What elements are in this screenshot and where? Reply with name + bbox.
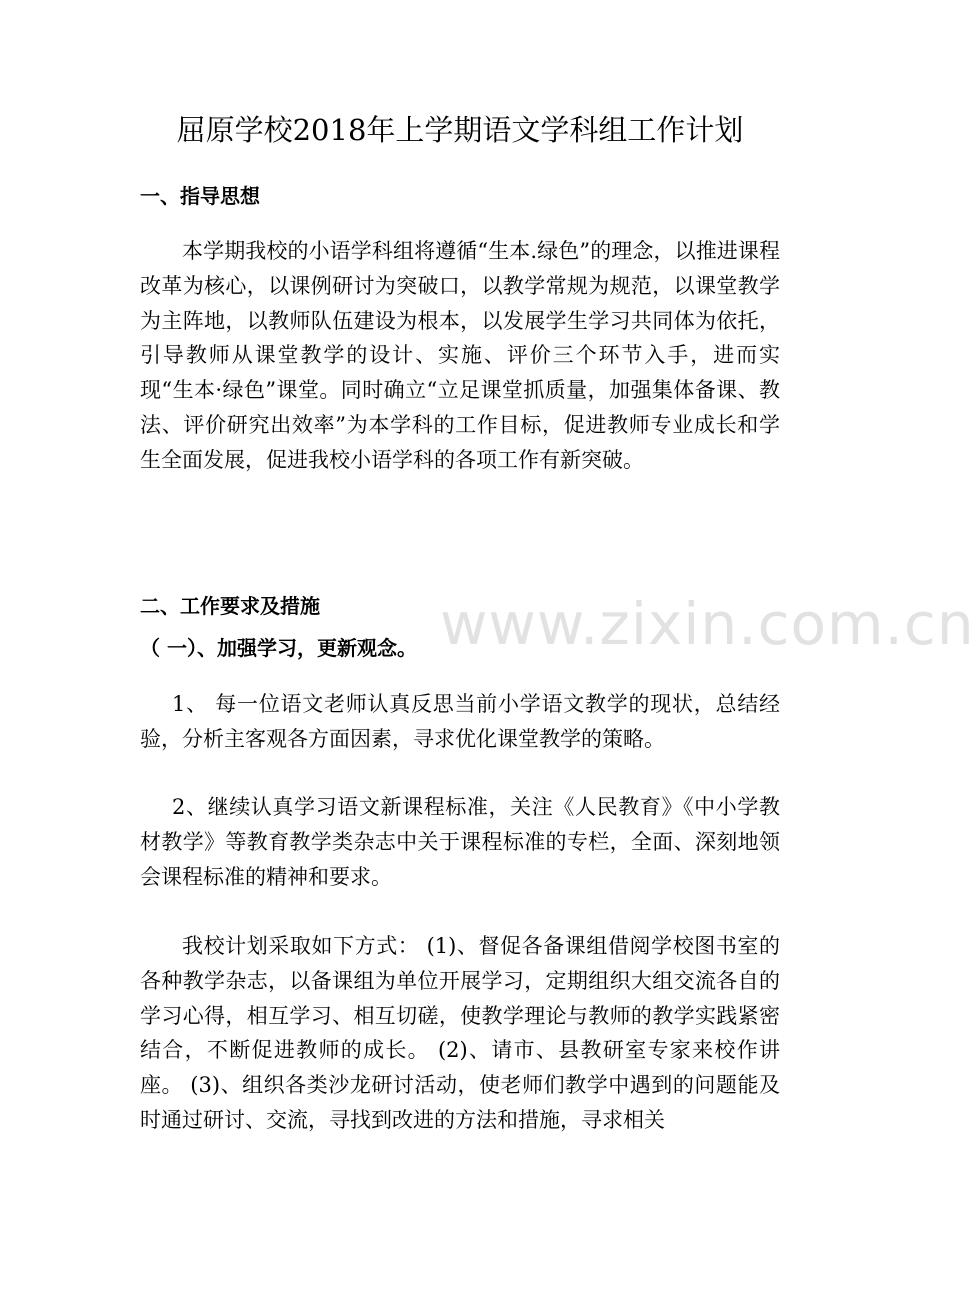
paragraph-item-2: 2、继续认真学习语文新课程标准，关注《人民教育》《中小学教材教学》等教育教学类杂志中关于课程标准的专栏，全面、深刻地领会课程标准的精神和要求。 — [140, 795, 780, 889]
section-heading-requirements: 二、工作要求及措施 — [140, 594, 320, 618]
paragraph-item-1: 1、 每一位语文老师认真反思当前小学语文教学的现状，总结经验，分析主客观各方面因素，寻求优化课堂教学的策略。 — [140, 692, 780, 751]
paragraph-guiding-thought: 本学期我校的小语学科组将遵循“生本.绿色”的理念，以推进课程改革为核心，以课例研讨为突破口，以教学常规为规范，以课堂教学为主阵地，以教师队伍建设为根本，以发展学生学习共同体为依托，引导教师从课堂教学的设计、实施、评价三个环节入手，进而实现“生本·绿色”课堂。同时确立“立足课堂抓质量，加强集体备课、教法、评价研究出效率”为本学科的工作目标，促进教师专业成长和学生全面发展，促进我校小语学科的各项工作有新突破。 — [140, 239, 780, 472]
section-heading-guiding-thought: 一、指导思想 — [140, 184, 260, 208]
subsection-heading-learning: （ 一）、加强学习，更新观念。 — [140, 636, 417, 660]
document-title: 屈原学校2018年上学期语文学科组工作计划 — [176, 113, 744, 147]
paragraph-item-3: 我校计划采取如下方式： (1)、督促各备课组借阅学校图书室的各种教学杂志，以备课组为单位开展学习，定期组织大组交流各自的学习心得，相互学习、相互切磋，使教学理论与教师的教学实践紧密结合，不断促进教师的成长。 (2)、请市、县教研室专家来校作讲座。 (3)、组织各类沙龙研讨活动，使老师们教学中遇到的问题能及时通过研讨、交流，寻找到改进的方法和措施，寻求相关 — [140, 934, 780, 1132]
watermark: www.zixin.com.cn — [440, 590, 975, 658]
